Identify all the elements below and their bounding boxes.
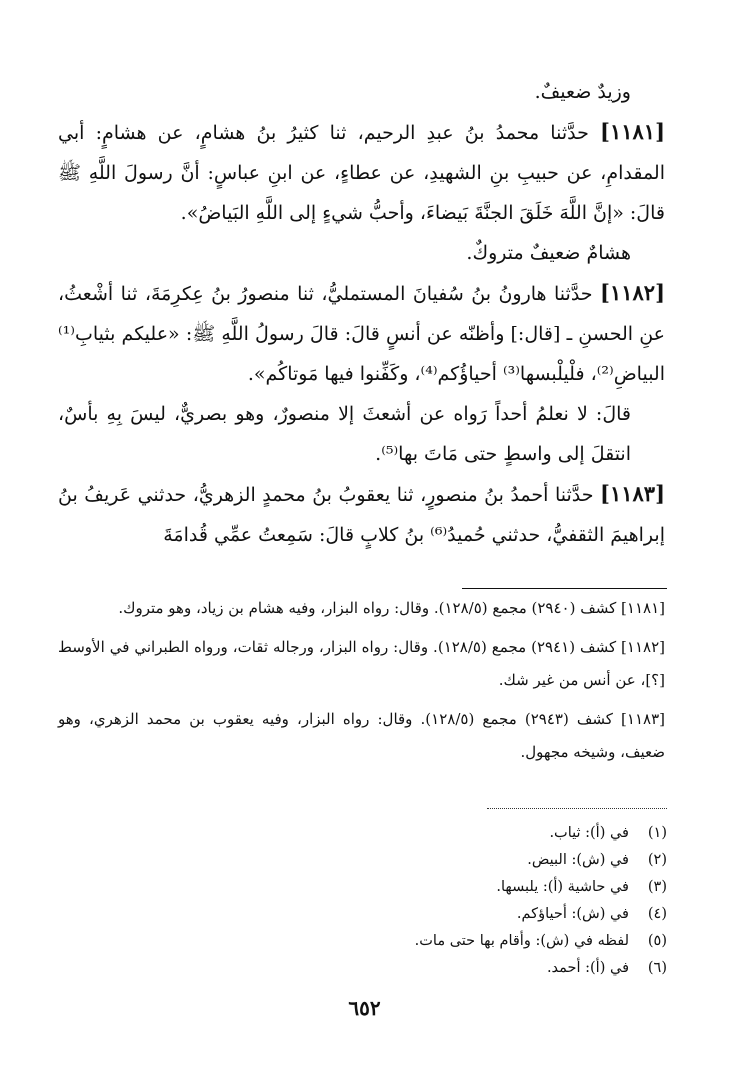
page-number: ٦٥٢ [348, 996, 381, 1020]
hadith-number: [١١٨٢] [600, 280, 665, 305]
hadith-comment: هشامٌ ضعيفٌ متروكٌ. [466, 242, 631, 264]
footnotes-list [267, 820, 667, 982]
hadith-text: حدَّثنا هارونُ بنُ سُفيانَ المستمليُّ، ثنا منصورُ بنُ عِكرِمَةَ، ثنا أشْعثُ، عنِ الحسنِ ـ [قال:] وأظنّه عن أنسٍ قالَ: قالَ رسولُ اللَّهِ ﷺ: «عليكم بثيابِ⁽¹⁾ البياضِ⁽²⁾، فلْيلْبسها⁽³⁾ أحياؤُكم⁽⁴⁾، وكَفِّنوا فيها مَوتاكُم». [58, 283, 665, 385]
footnote-divider [462, 588, 667, 589]
source-notes [58, 592, 665, 775]
source-note: [١١٨٢] كشف (٢٩٤١) مجمع (١٢٨/٥). وقال: رواه البزار، ورجاله ثقات، ورواه الطبراني في الأوسط [؟]، عن أنس من غير شك. [58, 638, 665, 689]
footnote-text: في (ش): البيض. [527, 852, 629, 868]
footnote-text: في (أ): أحمد. [546, 960, 629, 976]
footnote-item [267, 847, 667, 874]
hadith-text: حدَّثنا أحمدُ بنُ منصورٍ، ثنا يعقوبُ بنُ محمدٍ الزهريُّ، حدثني عَريفُ بنُ إبراهيمَ الثقفيُّ، حدثني حُميدُ⁽⁶⁾ بنُ كلابٍ قالَ: سَمِعتُ عمِّي قُدامَةَ [58, 484, 665, 546]
source-note: [١١٨٣] كشف (٢٩٤٣) مجمع (١٢٨/٥). وقال: رواه البزار، وفيه يعقوب بن محمد الزهري، وهو ضعيف، وشيخه مجهول. [58, 710, 665, 761]
source-note: [١١٨١] كشف (٢٩٤٠) مجمع (١٢٨/٥). وقال: رواه البزار، وفيه هشام بن زياد، وهو متروك. [118, 599, 665, 617]
main-text [58, 72, 665, 555]
dotted-divider [487, 808, 667, 809]
hadith-1181 [58, 112, 665, 233]
footnote-item [267, 928, 667, 955]
hadith-comment: قالَ: لا نعلمُ أحداً رَواه عن أشعثَ إلا منصورٌ، وهو بصريٌّ، ليسَ بِهِ بأسٌ، انتقلَ إلى واسطٍ حتى مَاتَ بها⁽⁵⁾. [58, 403, 631, 465]
footnote-item [267, 874, 667, 901]
footnote-text: لفظه في (ش): وأقام بها حتى مات. [414, 933, 629, 949]
hadith-text: حدَّثنا محمدُ بنُ عبدِ الرحيم، ثنا كثيرُ بنُ هشامٍ، عن هشامٍ: أبي المقدامِ، عن حبيبِ بنِ الشهيدِ، عن عطاءٍ، عن ابنِ عباسٍ: أنَّ رسولَ اللَّهِ ﷺ قالَ: «إنَّ اللَّهَ خَلَقَ الجنَّةَ بَيضاءَ، وأحبُّ شيءٍ إلى اللَّهِ البَياضُ». [58, 122, 665, 224]
footnote-text: في (أ): ثياب. [549, 825, 629, 841]
hadith-number: [١١٨٣] [600, 481, 665, 506]
footnote-number: (٢) [647, 852, 667, 868]
hadith-1182 [58, 273, 665, 394]
footnote-item [267, 955, 667, 982]
hadith-number: [١١٨١] [600, 119, 665, 144]
footnote-number: (٥) [647, 933, 667, 949]
opening-line: وزيدٌ ضعيفٌ. [534, 81, 631, 103]
hadith-1183 [58, 474, 665, 555]
footnote-number: (٤) [647, 906, 667, 922]
footnote-number: (١) [647, 825, 667, 841]
footnote-text: في حاشية (أ): يلبسها. [496, 879, 629, 895]
footnote-number: (٦) [647, 960, 667, 976]
footnote-item [267, 820, 667, 847]
footnote-item [267, 901, 667, 928]
footnote-number: (٣) [647, 879, 667, 895]
footnote-text: في (ش): أحياؤكم. [516, 906, 629, 922]
